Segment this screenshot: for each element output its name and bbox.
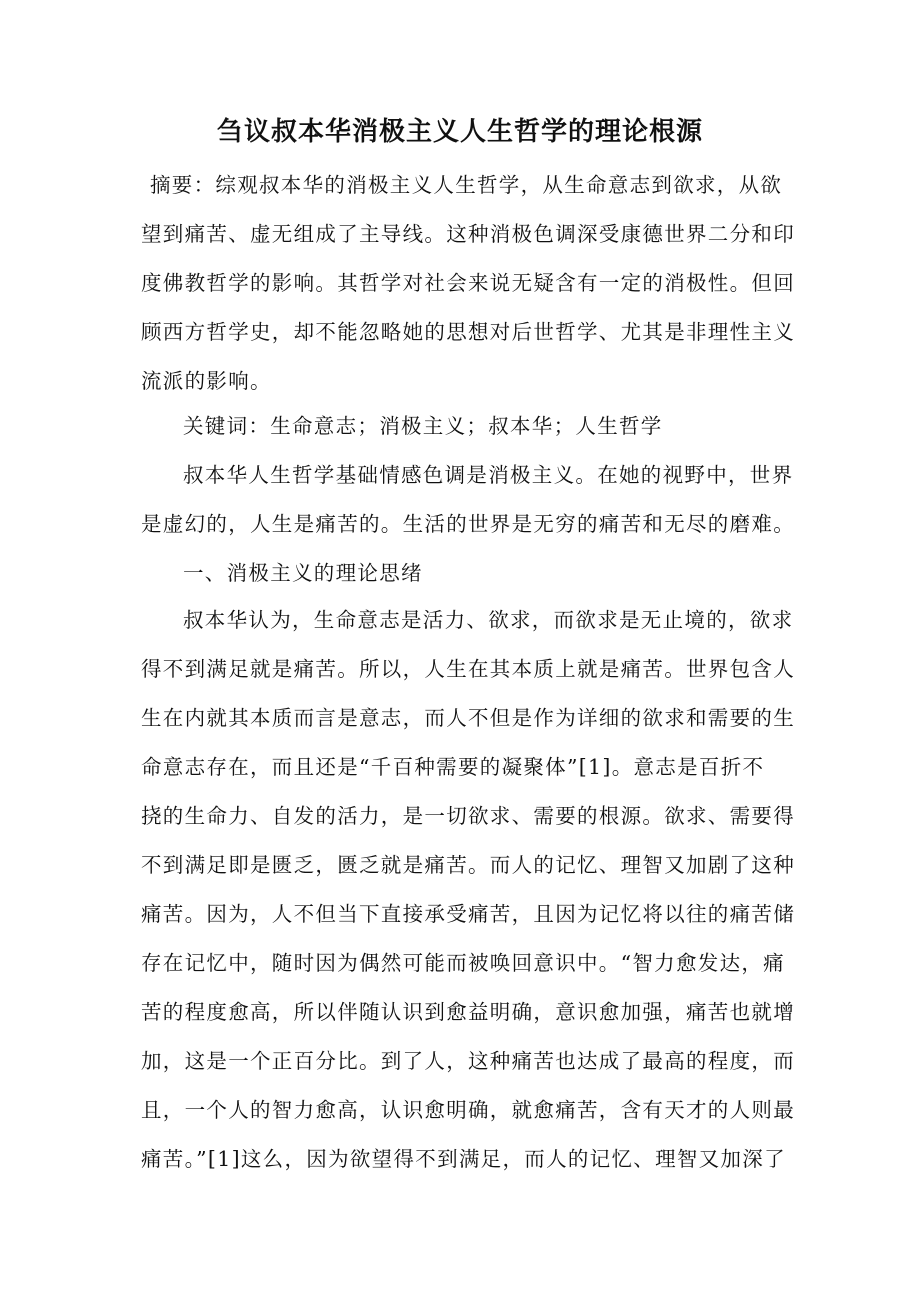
abstract-line: 望到痛苦、虚无组成了主导线。这种消极色调深受康德世界二分和印 xyxy=(141,222,795,246)
body-line: 叔本华人生哲学基础情感色调是消极主义。在她的视野中，世界 xyxy=(183,463,794,487)
body-line: 痛苦。因为，人不但当下直接承受痛苦，且因为记忆将以往的痛苦储 xyxy=(141,902,795,926)
body-line: 得不到满足就是痛苦。所以，人生在其本质上就是痛苦。世界包含人 xyxy=(141,657,795,681)
body-line: 存在记忆中，随时因为偶然可能而被唤回意识中。“智力愈发达，痛 xyxy=(141,951,785,975)
body-line: 是虚幻的，人生是痛苦的。生活的世界是无穷的痛苦和无尽的磨难。 xyxy=(141,512,795,536)
keywords-line: 关键词：生命意志；消极主义；叔本华；人生哲学 xyxy=(183,414,663,438)
body-line: 苦的程度愈高，所以伴随认识到愈益明确，意识愈加强，痛苦也就增 xyxy=(141,1000,795,1024)
body-line: 挠的生命力、自发的活力，是一切欲求、需要的根源。欲求、需要得 xyxy=(141,804,795,828)
abstract-line: 顾西方哲学史，却不能忽略她的思想对后世哲学、尤其是非理性主义 xyxy=(141,320,795,344)
body-line: 生在内就其本质而言是意志，而人不但是作为详细的欲求和需要的生 xyxy=(141,706,795,730)
section-heading: 一、消极主义的理论思绪 xyxy=(183,561,423,585)
body-line: 命意志存在，而且还是“千百种需要的凝聚体”[1]。意志是百折不 xyxy=(141,755,765,779)
body-line: 叔本华认为，生命意志是活力、欲求，而欲求是无止境的，欲求 xyxy=(183,608,794,632)
document-title: 刍议叔本华消极主义人生哲学的理论根源 xyxy=(216,117,703,147)
body-line: 且，一个人的智力愈高，认识愈明确，就愈痛苦，含有天才的人则最 xyxy=(141,1098,795,1122)
body-line: 不到满足即是匮乏，匮乏就是痛苦。而人的记忆、理智又加剧了这种 xyxy=(141,853,795,877)
abstract-line: 流派的影响。 xyxy=(141,369,272,393)
abstract-line: 摘要：综观叔本华的消极主义人生哲学，从生命意志到欲求，从欲 xyxy=(150,173,783,197)
body-line: 痛苦。”[1]这么，因为欲望得不到满足，而人的记忆、理智又加深了 xyxy=(141,1147,786,1171)
body-line: 加，这是一个正百分比。到了人，这种痛苦也达成了最高的程度，而 xyxy=(141,1049,795,1073)
abstract-line: 度佛教哲学的影响。其哲学对社会来说无疑含有一定的消极性。但回 xyxy=(141,271,795,295)
